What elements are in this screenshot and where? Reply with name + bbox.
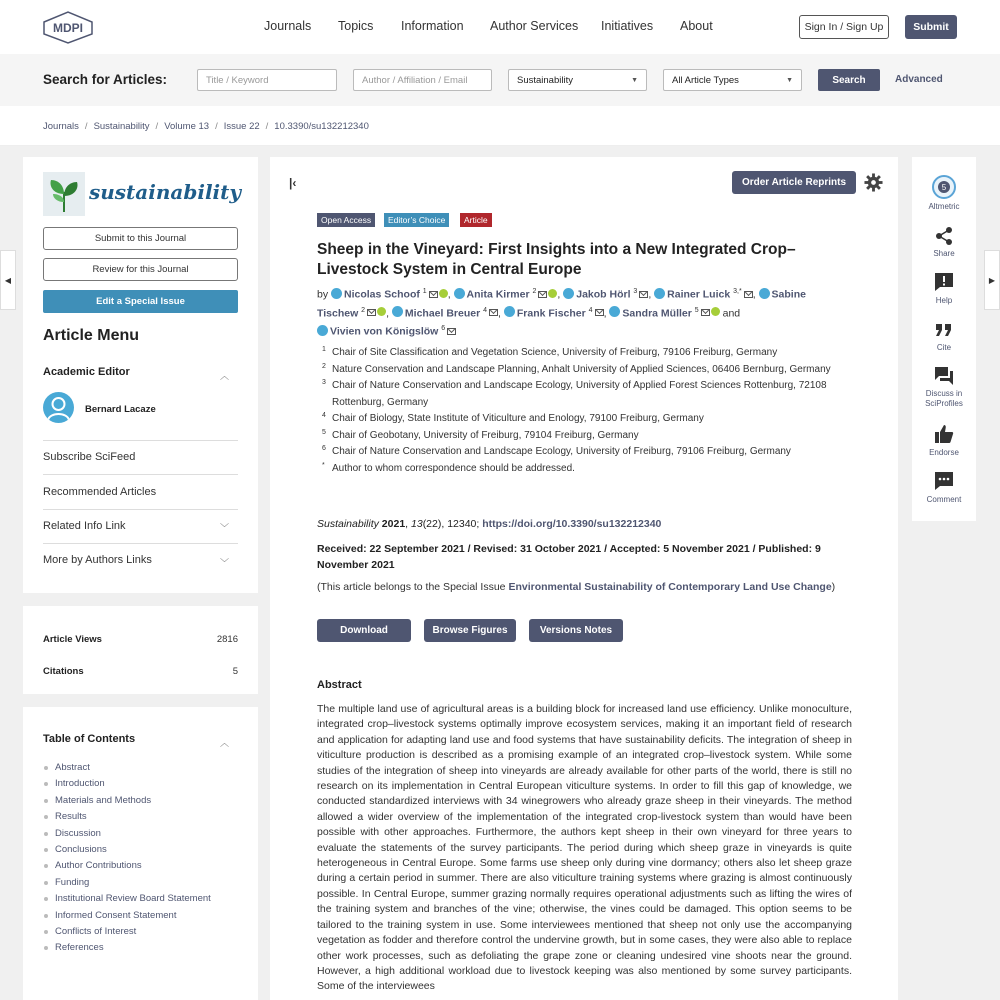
submit-to-journal-button[interactable]: Submit to this Journal — [43, 227, 238, 250]
article-views-value: 2816 — [216, 634, 238, 645]
journal-select[interactable] — [508, 69, 647, 91]
email-icon[interactable] — [367, 309, 376, 316]
user-icon — [392, 306, 403, 317]
svg-text:5: 5 — [941, 183, 947, 192]
cite-label[interactable]: Cite — [936, 343, 952, 352]
user-icon — [759, 288, 770, 299]
keyword-input[interactable]: Title / Keyword — [197, 69, 337, 91]
email-icon[interactable] — [639, 291, 648, 298]
affiliation-text: Chair of Biology, State Institute of Viticulture and Enology, 79100 Freiburg, Germany — [332, 413, 704, 424]
altmetric-icon[interactable] — [932, 175, 956, 199]
affiliation-list — [322, 345, 842, 477]
order-reprints-button[interactable]: Order Article Reprints — [732, 171, 856, 194]
user-icon — [43, 392, 74, 423]
user-icon — [504, 306, 515, 317]
edit-special-issue-button[interactable]: Edit a Special Issue — [43, 290, 238, 313]
email-icon[interactable] — [429, 291, 438, 298]
breadcrumb-journals[interactable]: Journals — [43, 121, 79, 132]
breadcrumb: Journals / Sustainability / Volume 13 / Issue 22 / 10.3390/su132212340 — [43, 121, 369, 132]
toc-item[interactable]: Materials and Methods — [55, 794, 152, 806]
versions-notes-button[interactable]: Versions Notes — [529, 619, 623, 642]
author-sup: 3,* — [733, 288, 742, 295]
bullet-icon — [44, 832, 48, 836]
email-icon[interactable] — [701, 309, 710, 316]
email-icon[interactable] — [447, 328, 456, 335]
affiliation-number: * — [322, 461, 325, 469]
article-type-badge: Article — [460, 213, 492, 227]
author-sup: 2 — [532, 288, 537, 295]
toc-item[interactable]: Introduction — [55, 778, 105, 790]
email-icon[interactable] — [538, 291, 547, 298]
thumbs-up-icon[interactable] — [934, 424, 954, 444]
advanced-search-link[interactable]: Advanced — [895, 74, 943, 85]
user-icon — [609, 306, 620, 317]
special-issue-link[interactable]: Environmental Sustainability of Contemporary Land Use Change — [508, 581, 832, 593]
author-sup: 2 — [361, 306, 366, 314]
bullet-icon — [44, 914, 48, 918]
breadcrumb-issue[interactable]: Issue 22 — [223, 121, 260, 132]
leaf-logo-icon — [43, 172, 85, 216]
affiliation-number: 6 — [322, 445, 326, 452]
user-icon — [454, 288, 465, 299]
toc-item[interactable]: Institutional Review Board Statement — [55, 893, 211, 905]
mdpi-logo[interactable] — [42, 10, 94, 44]
author-name[interactable]: Rainer Luick — [667, 288, 731, 301]
divider — [43, 440, 238, 441]
left-drawer-arrow-icon[interactable]: ◀ — [0, 250, 16, 310]
affiliation-item — [322, 428, 842, 445]
metrics-panel — [23, 606, 258, 694]
author-sup: 4 — [483, 306, 488, 314]
toc-item[interactable]: Informed Consent Statement — [55, 909, 177, 921]
special-issue-note — [317, 580, 837, 595]
review-for-journal-button[interactable]: Review for this Journal — [43, 258, 238, 281]
open-access-badge: Open Access — [317, 213, 375, 227]
academic-editor-heading[interactable]: Academic Editor — [43, 366, 130, 378]
divider — [43, 474, 238, 475]
abstract-text: The multiple land use of agricultural areas is a building block for increased land use efficiency. Unlike monoculture, integrated crop–livestock systems optimally improve ecosystem services, making it an important field of research and application for adapting land use and food systems that have sustainability deficits. The integration of sheep in viticulture production is described as a promising example of an integrated crop–livestock system. While some studies of the integration of sheep into vineyards are already available for other parts of the world, there is still no research on its implementation in Central European viticulture systems. In order to fill this gap of knowledge, we conducted standardized interviews with 34 winegrowers who already graze sheep in their vineyards. The method allowed a wider overview of the implementation of the integrated crop-livestock system than would have been possible with other approaches. Furthermore, the authors kept sheep in their own vineyard for three years to evaluate the statements of the survey participants. The period during which sheep graze in vineyards is quite heterogeneous in Central Europe. Some farms use sheep only during vine dormancy; others also let sheep graze during a certain period in summer. There are also viticulture training systems where grazing is almost continuously possible. In Central Europe, summer grazing normally requires operational adjustments such as lifting the wires of the training system and branches of the vine; otherwise, the vines could be damaged. This option seems to be tailored to the training system in use. Some interviewees mentioned that sheep not only use the accompanying vegetation as fodder and therefore control the undervine growth, but in some cases, they were also able to replace other work processes, such as defoliating the grape zone or cleaning undesired vine shoots near the ground. However, a high additional workload due to livestock keeping was also mentioned by some survey participants. Some of the interviewees — [317, 703, 852, 993]
author-name[interactable]: Frank Fischer — [516, 307, 586, 319]
email-icon[interactable] — [489, 309, 498, 316]
toc-item[interactable]: Discussion — [55, 827, 101, 839]
citation-rest: (22), 12340; — [422, 518, 480, 530]
affiliation-text: Author to whom correspondence should be addressed. — [332, 462, 575, 474]
editors-choice-badge[interactable]: Editor’s Choice — [384, 213, 449, 227]
citation-volume: 13 — [411, 518, 423, 530]
editor-name[interactable]: Bernard Lacaze — [85, 404, 156, 415]
author-input[interactable]: Author / Affiliation / Email — [353, 69, 492, 91]
divider — [43, 509, 238, 510]
caret-down-icon: ▼ — [786, 76, 793, 84]
user-icon — [317, 325, 328, 336]
share-icon[interactable] — [934, 226, 954, 246]
affiliation-text: Chair of Geobotany, University of Freiburg, 79104 Freiburg, Germany — [332, 429, 639, 441]
altmetric-label[interactable]: Altmetric — [928, 202, 960, 211]
author-sup: 5 — [694, 306, 699, 314]
svg-text:MDPI: MDPI — [53, 21, 83, 35]
nav-journals[interactable]: Journals — [264, 19, 312, 33]
affiliation-item — [322, 345, 842, 362]
comment-label[interactable]: Comment — [926, 495, 962, 504]
publication-dates: Received: 22 September 2021 / Revised: 31 October 2021 / Accepted: 5 November 2021 / Published: 9 November 2021 — [317, 543, 821, 571]
menu-recommended-articles[interactable]: Recommended Articles — [43, 486, 157, 498]
orcid-icon[interactable] — [439, 289, 448, 298]
help-label[interactable]: Help — [935, 296, 953, 305]
author-name[interactable]: Anita Kirmer — [466, 288, 530, 301]
citations-value: 5 — [232, 666, 238, 677]
endorse-label[interactable]: Endorse — [929, 448, 959, 457]
and-label: and — [722, 307, 741, 319]
article-menu-title: Article Menu — [43, 327, 140, 344]
special-suffix: ) — [831, 581, 836, 593]
user-icon — [331, 288, 342, 299]
citation-year: 2021 — [381, 518, 406, 530]
journal-select-value: Sustainability — [517, 74, 573, 86]
author-name[interactable]: Sandra Müller — [622, 307, 692, 319]
affiliation-item — [322, 362, 842, 379]
article-type-select[interactable] — [663, 69, 802, 91]
breadcrumb-doi[interactable]: 10.3390/su132212340 — [274, 121, 369, 132]
orcid-icon[interactable] — [377, 307, 386, 316]
toc-item[interactable]: Conflicts of Interest — [55, 926, 137, 937]
special-prefix: (This article belongs to the Special Issue — [317, 581, 506, 593]
affiliation-text: Nature Conservation and Landscape Planning, Anhalt University of Applied Sciences, 06406 Bernburg, Germany — [332, 363, 831, 375]
affiliation-number: 3 — [322, 379, 326, 386]
nav-topics[interactable]: Topics — [338, 19, 374, 33]
collapse-sidebar-icon[interactable]: |‹ — [289, 176, 297, 190]
toc-title[interactable]: Table of Contents — [43, 733, 136, 745]
bullet-icon — [44, 930, 48, 934]
toc-item[interactable]: References — [55, 942, 104, 954]
nav-information[interactable]: Information — [401, 19, 464, 33]
avatar — [43, 392, 74, 423]
sign-in-button[interactable]: Sign In / Sign Up — [799, 15, 889, 39]
author-name[interactable]: Vivien von Königslöw — [330, 325, 439, 338]
chevron-down-icon[interactable]: ﹀ — [220, 558, 230, 568]
comment-icon[interactable] — [934, 471, 954, 491]
affiliation-text: Chair of Site Classification and Vegetation Science, University of Freiburg, 79106 Freiburg, Germany — [332, 347, 778, 358]
bullet-icon — [44, 881, 48, 885]
affiliation-item — [322, 461, 842, 478]
toc-item[interactable]: Conclusions — [55, 844, 107, 855]
affiliation-number: 5 — [322, 428, 326, 436]
article-title: Sheep in the Vineyard: First Insights into a New Integrated Crop–Livestock System in Central Europe — [317, 241, 796, 278]
author-name[interactable]: Nicolas Schoof — [344, 288, 420, 301]
email-icon[interactable] — [595, 309, 604, 316]
menu-related-info-link[interactable]: Related Info Link — [43, 520, 126, 532]
right-drawer-arrow-icon[interactable]: ▶ — [984, 250, 1000, 310]
orcid-icon[interactable] — [711, 307, 720, 316]
share-label[interactable]: Share — [933, 249, 955, 258]
download-button[interactable]: Download — [317, 619, 411, 642]
author-sup: 1 — [422, 288, 427, 295]
doi-link[interactable]: https://doi.org/10.3390/su132212340 — [482, 518, 662, 530]
bullet-icon — [44, 766, 48, 770]
citation-journal: Sustainability — [317, 518, 379, 530]
caret-down-icon: ▼ — [631, 76, 638, 84]
affiliation-number: 2 — [322, 362, 326, 370]
affiliation-text: Chair of Nature Conservation and Landscape Ecology, University of Applied Forest Sciences Rottenburg, 72108 Rottenburg, Germany — [332, 380, 827, 408]
discuss-label[interactable]: Discuss in SciProfiles — [925, 389, 963, 408]
nav-author-services[interactable]: Author Services — [490, 19, 579, 33]
journal-name: sustainability — [89, 180, 241, 204]
bullet-icon — [44, 848, 48, 852]
author-sup: 3 — [633, 288, 638, 295]
user-icon — [654, 288, 665, 299]
author-name[interactable]: Jakob Hörl — [576, 288, 631, 301]
abstract-heading: Abstract — [317, 679, 362, 691]
search-button[interactable]: Search — [818, 69, 880, 91]
menu-more-by-authors[interactable]: More by Authors Links — [43, 554, 152, 566]
journal-logo[interactable] — [43, 172, 243, 216]
affiliation-item — [322, 444, 842, 461]
citations-label: Citations — [43, 666, 84, 677]
browse-figures-button[interactable]: Browse Figures — [424, 619, 516, 642]
toc-item[interactable]: Author Contributions — [55, 860, 142, 872]
chevron-down-icon[interactable]: ﹀ — [220, 523, 230, 533]
discuss-icon[interactable] — [934, 366, 954, 386]
article-views-label: Article Views — [43, 634, 102, 645]
author-name[interactable]: Sabine Tischew — [317, 288, 806, 319]
author-list: by Nicolas Schoof $^1$ , Anita Kirmer $^2$ , Jakob Hörl $^3$ , Rainer Luick $^{3,*}$ , Sabine Tischew $^2$ , Michael Breuer $^4$ , Frank Fischer $^4$ , Sandra Müller $^5$ and Vivien von Königslöw $^6$ — [317, 288, 806, 338]
bullet-icon — [44, 799, 48, 803]
menu-subscribe-scifeed[interactable]: Subscribe SciFeed — [43, 451, 136, 463]
divider — [43, 543, 238, 544]
affiliation-text: Chair of Nature Conservation and Landscape Ecology, University of Freiburg, 79106 Freiburg, Germany — [332, 446, 791, 457]
affiliation-item — [322, 378, 842, 411]
author-sup: 4 — [588, 306, 593, 314]
toc-item[interactable]: Funding — [55, 876, 90, 888]
nav-about[interactable]: About — [680, 19, 713, 33]
submit-button[interactable]: Submit — [905, 15, 957, 39]
citation-line: Sustainability 2021, 13(22), 12340; https://doi.org/10.3390/su132212340 — [317, 518, 662, 530]
quote-icon[interactable] — [934, 320, 954, 340]
author-name[interactable]: Michael Breuer — [404, 307, 481, 319]
chevron-up-icon[interactable]: ︿ — [220, 371, 230, 381]
author-sup: 6 — [441, 325, 446, 332]
chevron-up-icon[interactable]: ︿ — [220, 738, 230, 748]
breadcrumb-sustainability[interactable]: Sustainability — [93, 121, 150, 132]
breadcrumb-volume[interactable]: Volume 13 — [164, 121, 210, 132]
help-icon[interactable] — [934, 272, 954, 292]
orcid-icon[interactable] — [548, 289, 557, 298]
nav-initiatives[interactable]: Initiatives — [601, 19, 654, 33]
affiliation-item — [322, 411, 842, 428]
by-label: by — [317, 288, 329, 301]
gear-icon[interactable] — [864, 173, 883, 192]
toc-item[interactable]: Results — [55, 811, 87, 823]
user-icon — [563, 288, 574, 299]
toc-item[interactable]: Abstract — [55, 762, 90, 773]
affiliation-number: 4 — [322, 412, 326, 419]
search-title: Search for Articles: — [43, 72, 168, 87]
article-type-value: All Article Types — [672, 74, 739, 86]
affiliation-number: 1 — [322, 346, 326, 353]
email-icon[interactable] — [744, 291, 753, 298]
